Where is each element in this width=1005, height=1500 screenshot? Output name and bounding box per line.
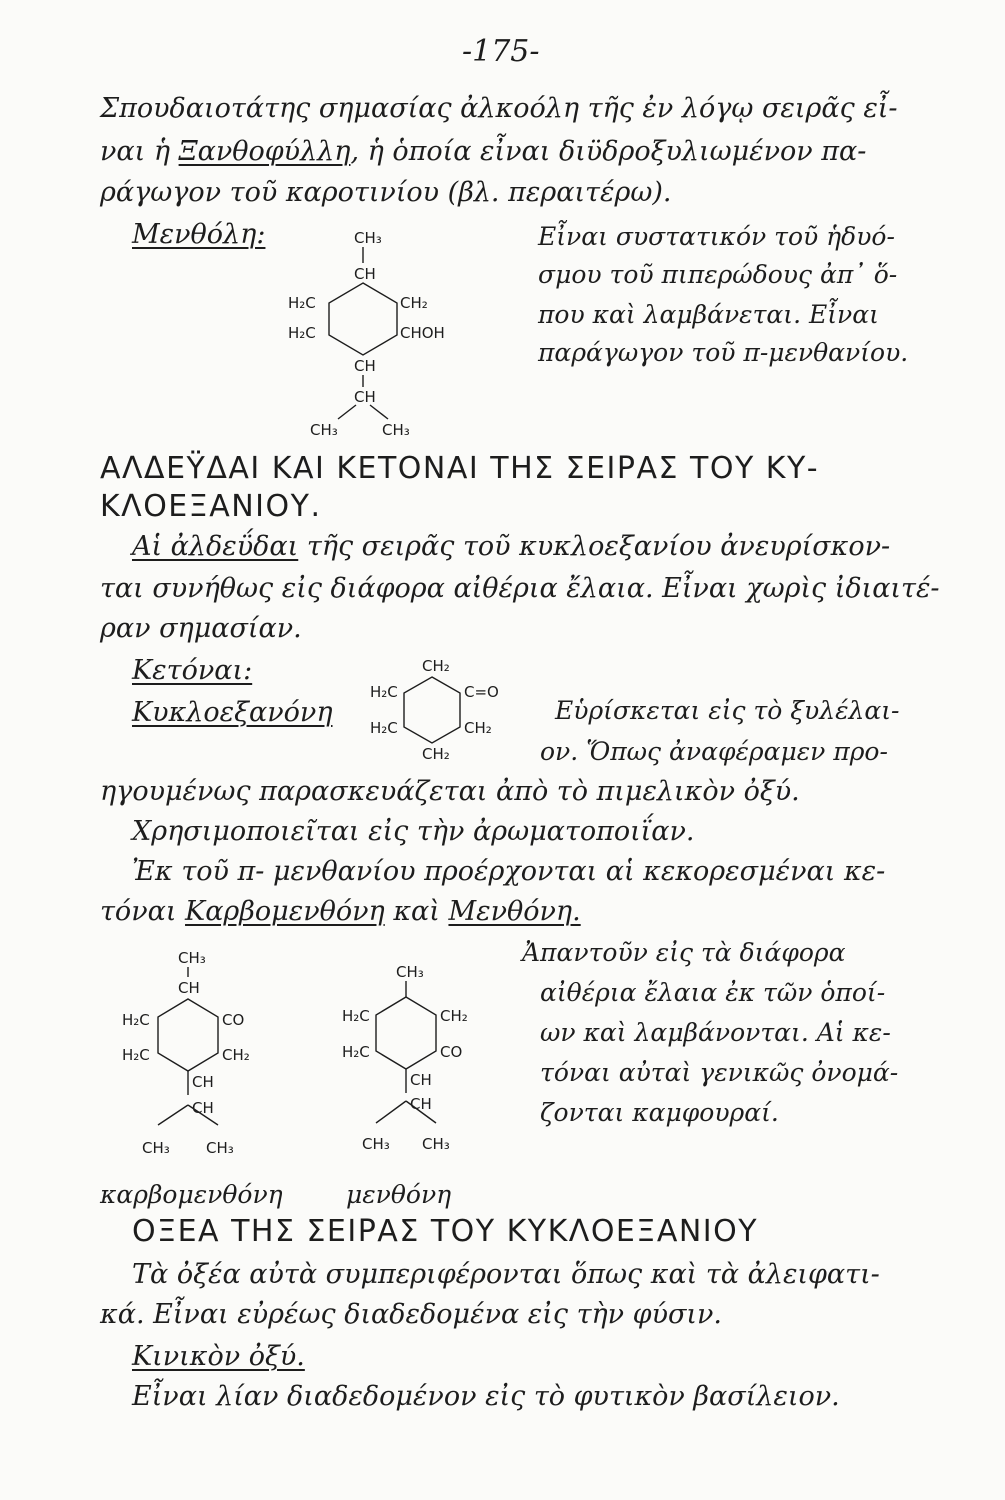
- menthol-desc-line: σμου τοῦ πιπερώδους ἀπ᾽ ὅ-: [538, 260, 898, 289]
- text: τόναι: [100, 896, 177, 927]
- cyclohexane-ring: [404, 677, 460, 743]
- menthol-structure: [270, 225, 490, 440]
- paragraph-line: [132, 530, 890, 564]
- paragraph-line: Σπουδαιοτάτης σημασίας ἀλκοόλη τῆς ἐν λόγῳ σειρᾶς εἶ-: [100, 93, 898, 124]
- menthone-caption: μενθόνη: [346, 1180, 452, 1209]
- formula-label: H₂C: [122, 1046, 150, 1064]
- ketone-desc-line: αἰθέρια ἔλαια ἐκ τῶν ὁποί-: [540, 978, 886, 1007]
- formula-label: CH: [192, 1073, 214, 1091]
- ketone-desc-line: ων καὶ λαμβάνονται. Αἱ κε-: [540, 1018, 891, 1047]
- section-heading: ΟΞΕΑ ΤΗΣ ΣΕΙΡΑΣ ΤΟΥ ΚΥΚΛΟΕΞΑΝΙΟΥ: [132, 1214, 759, 1249]
- cyclohexane-ring: [158, 999, 218, 1071]
- formula-label: CH₂: [464, 719, 492, 737]
- carvomenthone-term: Καρβομενθόνη: [185, 896, 385, 927]
- formula-label: CH₃: [310, 421, 338, 439]
- text: καὶ: [393, 896, 440, 927]
- formula-label: CH: [178, 979, 200, 997]
- formula-label: H₂C: [370, 683, 398, 701]
- ketone-desc-line: ζονται καμφουραί.: [540, 1098, 779, 1127]
- carvomenthone-structure: [118, 935, 278, 1165]
- paragraph-line: Ἐκ τοῦ π- μενθανίου προέρχονται αἱ κεκορεσμέναι κε-: [132, 856, 886, 887]
- paragraph-line: [100, 895, 581, 929]
- cyclohexanone-desc-line: ον. Ὅπως ἀναφέραμεν προ-: [540, 737, 888, 766]
- formula-label: CH₂: [222, 1046, 250, 1064]
- aldehydes-term: Αἱ ἀλδεΰδαι: [132, 531, 299, 562]
- bond: [370, 405, 388, 419]
- cyclohexane-ring: [376, 997, 436, 1069]
- formula-label: H₂C: [122, 1011, 150, 1029]
- section-heading: ΑΛΔΕΫΔΑΙ ΚΑΙ ΚΕΤΟΝΑΙ ΤΗΣ ΣΕΙΡΑΣ ΤΟΥ ΚΥ-: [100, 451, 820, 486]
- formula-label: H₂C: [288, 294, 316, 312]
- text: τῆς σειρᾶς τοῦ κυκλοεξανίου ἀνευρίσκον-: [298, 531, 891, 562]
- formula-label: CHOH: [400, 324, 445, 342]
- page-number: -175-: [462, 34, 540, 69]
- formula-label: CH₂: [422, 657, 450, 675]
- menthone-structure: [340, 955, 490, 1165]
- formula-label: H₂C: [342, 1043, 370, 1061]
- paragraph-line: ται συνήθως εἰς διάφορα αἰθέρια ἔλαια. Εἶναι χωρὶς ἰδιαιτέ-: [100, 573, 940, 604]
- menthol-desc-line: που καὶ λαμβάνεται. Εἶναι: [538, 300, 879, 329]
- paragraph-line: [100, 135, 866, 169]
- ketones-heading: Κετόναι:: [132, 655, 253, 686]
- formula-label: CH: [192, 1099, 214, 1117]
- menthone-term: Μενθόνη.: [448, 896, 581, 927]
- paragraph-line: Εἶναι λίαν διαδεδομένον εἰς τὸ φυτικὸν βασίλειον.: [132, 1381, 840, 1412]
- paragraph-line: κά. Εἶναι εὐρέως διαδεδομένα εἰς τὴν φύσιν.: [100, 1299, 723, 1330]
- formula-label: CO: [440, 1043, 463, 1061]
- paragraph-line: Τὰ ὀξέα αὐτὰ συμπεριφέρονται ὅπως καὶ τὰ ἀλειφατι-: [132, 1259, 880, 1290]
- formula-label: H₂C: [370, 719, 398, 737]
- xanthophyll-term: Ξανθοφύλλη: [178, 136, 351, 167]
- cyclohexanone-heading: Κυκλοεξανόνη: [132, 697, 333, 728]
- formula-label: H₂C: [288, 324, 316, 342]
- menthol-desc-line: παράγωγον τοῦ π-μενθανίου.: [538, 338, 909, 367]
- formula-label: CH₂: [422, 745, 450, 763]
- formula-label: CH₃: [422, 1135, 450, 1153]
- paragraph-line: Χρησιμοποιεῖται εἰς τὴν ἀρωματοποιΐαν.: [132, 816, 695, 847]
- cyclohexane-ring: [329, 283, 397, 355]
- formula-label: CH₂: [440, 1007, 468, 1025]
- bond: [338, 405, 356, 419]
- menthol-heading: Μενθόλη:: [132, 219, 266, 250]
- menthol-desc-line: Εἶναι συστατικόν τοῦ ἡδυό-: [538, 222, 895, 251]
- formula-label: C=O: [464, 683, 499, 701]
- formula-label: CH₃: [206, 1139, 234, 1157]
- text: , ἡ ὁποία εἶναι διϋδροξυλιωμένον πα-: [350, 136, 867, 167]
- ketone-desc-line: τόναι αὐταὶ γενικῶς ὀνομά-: [540, 1058, 899, 1087]
- formula-label: CH₃: [142, 1139, 170, 1157]
- formula-label: CH: [410, 1095, 432, 1113]
- paragraph-line: ηγουμένως παρασκευάζεται ἀπὸ τὸ πιμελικὸν ὀξύ.: [100, 776, 800, 807]
- section-heading: ΚΛΟΕΞΑΝΙΟΥ.: [100, 489, 322, 524]
- formula-label: CO: [222, 1011, 245, 1029]
- bond: [376, 1101, 406, 1123]
- formula-label: CH₃: [354, 229, 382, 247]
- formula-label: CH: [354, 357, 376, 375]
- carvomenthone-caption: καρβομενθόνη: [100, 1180, 283, 1209]
- formula-label: CH₃: [396, 963, 424, 981]
- formula-label: CH: [354, 388, 376, 406]
- paragraph-line: ραν σημασίαν.: [100, 613, 302, 644]
- formula-label: CH₂: [400, 294, 428, 312]
- formula-label: H₂C: [342, 1007, 370, 1025]
- formula-label: CH₃: [362, 1135, 390, 1153]
- formula-label: CH₃: [382, 421, 410, 439]
- ketone-desc-line: Ἀπαντοῦν εἰς τὰ διάφορα: [522, 938, 846, 967]
- formula-label: CH₃: [178, 949, 206, 967]
- cyclohexanone-desc-line: Εὑρίσκεται εἰς τὸ ξυλέλαι-: [555, 696, 900, 725]
- formula-label: CH: [354, 265, 376, 283]
- paragraph-line: ράγωγον τοῦ καροτινίου (βλ. περαιτέρω).: [100, 177, 672, 208]
- bond: [158, 1105, 188, 1125]
- cyclohexanone-structure: [370, 655, 540, 765]
- quinic-acid-heading: Κινικὸν ὀξύ.: [132, 1341, 305, 1372]
- formula-label: CH: [410, 1071, 432, 1089]
- text: ναι ἡ: [100, 136, 170, 167]
